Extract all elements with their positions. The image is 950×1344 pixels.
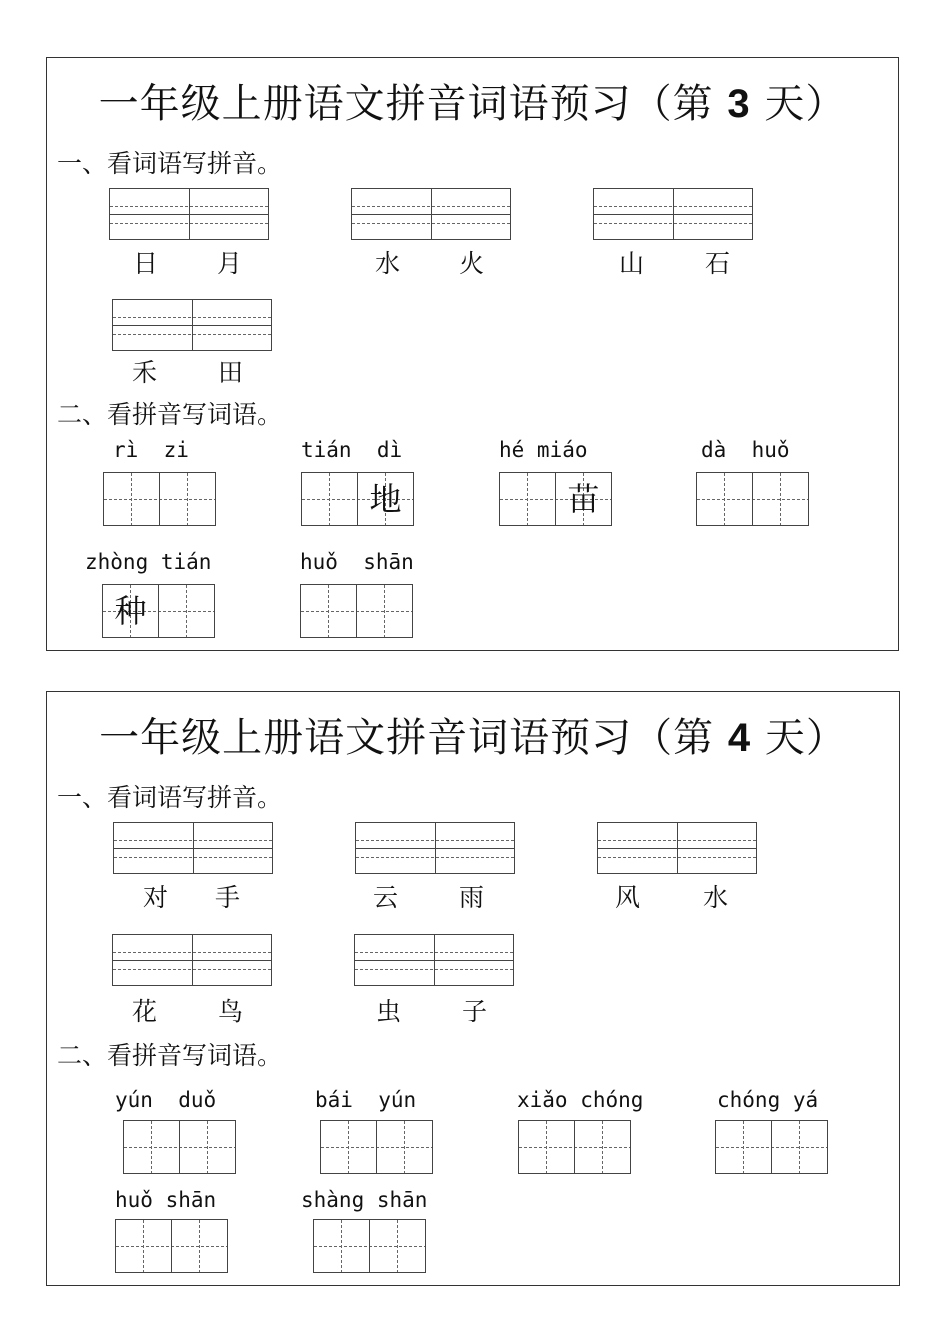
pinyin-label: hé miáo bbox=[499, 438, 588, 462]
pinyin-grid[interactable] bbox=[113, 822, 273, 874]
hanzi-grid[interactable] bbox=[715, 1120, 828, 1174]
section-heading-write-words: 二、看拼音写词语。 bbox=[57, 1041, 283, 1070]
pinyin-label: huǒ shān bbox=[115, 1188, 217, 1212]
hanzi-grid[interactable] bbox=[102, 584, 215, 638]
pinyin-grid[interactable] bbox=[597, 822, 757, 874]
hanzi-grid[interactable] bbox=[518, 1120, 631, 1174]
pinyin-label: xiǎo chóng bbox=[517, 1088, 644, 1112]
pinyin-grid[interactable] bbox=[351, 188, 511, 240]
pinyin-grid[interactable] bbox=[112, 299, 272, 351]
worksheet-day3: 一年级上册语文拼音词语预习（第 3 天） 一、看词语写拼音。 日 月 水 火 山 石 禾 田 二、看拼音写词语。 rì zi tián dì 地 hé miáo 苗 dà huǒ zhòng tián 种 huǒ shān bbox=[46, 57, 899, 651]
pinyin-label: huǒ shān bbox=[300, 550, 414, 574]
page-title: 一年级上册语文拼音词语预习（第 4 天） bbox=[99, 715, 847, 761]
pinyin-grid[interactable] bbox=[109, 188, 269, 240]
pinyin-label: zhòng tián bbox=[85, 550, 212, 574]
hanzi-grid[interactable] bbox=[123, 1120, 236, 1174]
pinyin-label: rì zi bbox=[113, 438, 189, 462]
pinyin-label: chóng yá bbox=[717, 1088, 819, 1112]
page-title: 一年级上册语文拼音词语预习（第 3 天） bbox=[98, 81, 847, 127]
hanzi-grid[interactable] bbox=[499, 472, 612, 526]
hanzi-fill: 地 bbox=[369, 480, 402, 518]
hanzi-grid[interactable] bbox=[300, 584, 413, 638]
pinyin-grid[interactable] bbox=[112, 934, 272, 986]
pinyin-label: bái yún bbox=[315, 1088, 417, 1112]
hanzi-grid[interactable] bbox=[320, 1120, 433, 1174]
pinyin-label: shàng shān bbox=[301, 1188, 428, 1212]
pinyin-grid[interactable] bbox=[355, 822, 515, 874]
hanzi-fill: 苗 bbox=[567, 480, 600, 518]
section-heading-read-words: 一、看词语写拼音。 bbox=[57, 149, 283, 178]
hanzi-grid[interactable] bbox=[313, 1219, 426, 1273]
worksheet-day4: 一年级上册语文拼音词语预习（第 4 天） 一、看词语写拼音。 对 手 云 雨 风 水 花 鸟 虫 子 二、看拼音写词语。 yún duǒ bái yún xiǎo chóng chóng yá huǒ shān shàng shān bbox=[46, 691, 900, 1286]
section-heading-read-words: 一、看词语写拼音。 bbox=[57, 783, 283, 812]
pinyin-grid[interactable] bbox=[593, 188, 753, 240]
hanzi-grid[interactable] bbox=[696, 472, 809, 526]
pinyin-label: yún duǒ bbox=[115, 1088, 217, 1112]
hanzi-grid[interactable] bbox=[103, 472, 216, 526]
pinyin-grid[interactable] bbox=[354, 934, 514, 986]
hanzi-grid[interactable] bbox=[301, 472, 414, 526]
hanzi-grid[interactable] bbox=[115, 1219, 228, 1273]
hanzi-fill: 种 bbox=[114, 592, 147, 630]
pinyin-label: dà huǒ bbox=[701, 438, 790, 462]
section-heading-write-words: 二、看拼音写词语。 bbox=[57, 400, 283, 429]
pinyin-label: tián dì bbox=[301, 438, 403, 462]
